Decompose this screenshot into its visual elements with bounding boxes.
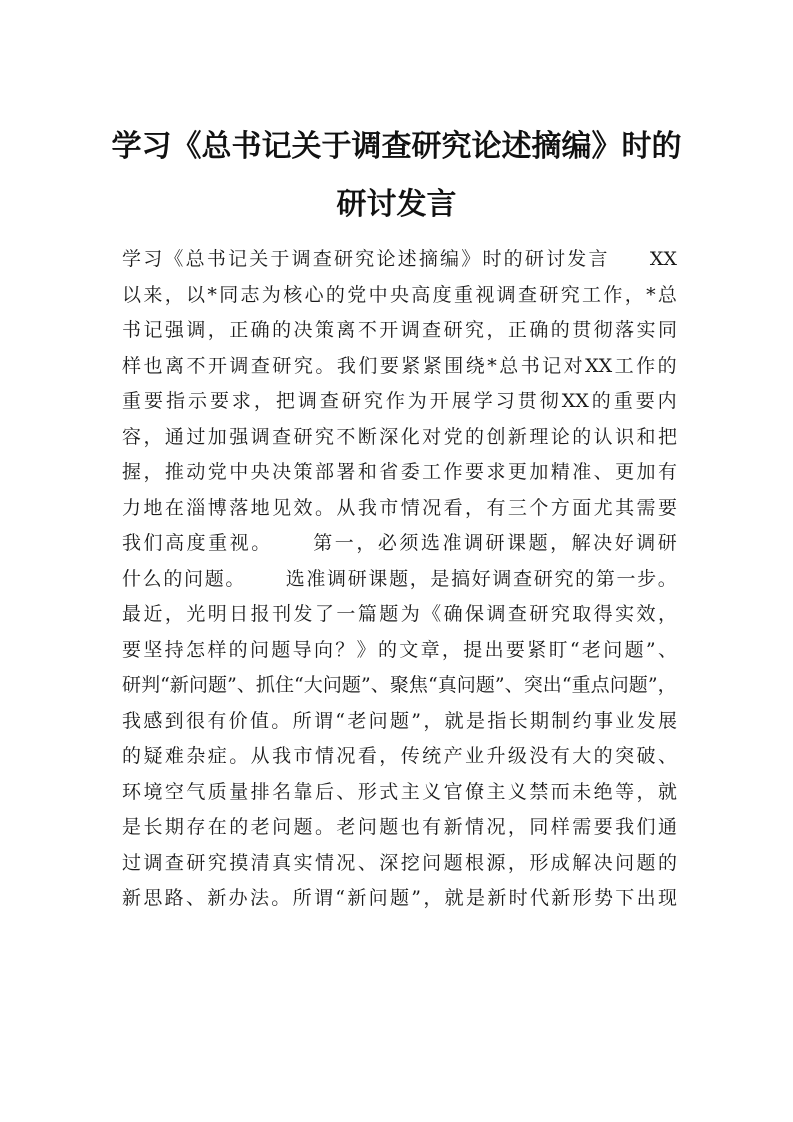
body-line: 我 感 到 很 有 价 值 。 所 谓 “ 老 问 题 ” ， 就 是 指 长 期 制 约 事 业 发 展 [122,709,677,732]
body-line: 我 们 高 度 重 视 。 第 一 ， 必 须 选 准 调 研 课 题 ， 解 决 好 调 研 [122,532,677,554]
body-line: 重 要 指 示 要 求 ， 把 调 查 研 究 作 为 开 展 学 习 贯 彻 XX 的 重 要 内 [122,390,677,412]
body-line: 是 长 期 存 在 的 老 问 题 。 老 问 题 也 有 新 情 况 ， 同 样 需 要 我 们 通 [122,816,677,838]
document-body [122,242,677,917]
body-line: 研 判 “ 新 问 题 ” 、 抓 住 “ 大 问 题 ” 、 聚 焦 “ 真 问 题 ” 、 突 出 “ 重 点 问 题 ” ， [122,674,677,696]
title-line-1: 学习《总书记关于调查研究论述摘编》时的 [111,129,682,164]
body-line: 要 坚 持 怎 样 的 问 题 导 向 ？ 》 的 文 章 ， 提 出 要 紧 盯 “ 老 问 题 ” 、 [122,638,677,661]
body-line: 最 近 ， 光 明 日 报 刊 发 了 一 篇 题 为 《 确 保 调 查 研 究 取 得 实 效 ， [122,603,677,625]
body-line: 容 ， 通 过 加 强 调 查 研 究 不 断 深 化 对 党 的 创 新 理 论 的 认 识 和 把 [122,425,677,448]
title-line-2: 研讨发言 [336,187,457,222]
body-line: 什 么 的 问 题 。 选 准 调 研 课 题 ， 是 搞 好 调 查 研 究 的 第 一 步 。 [122,567,677,590]
body-line: 样 也 离 不 开 调 查 研 究 。 我 们 要 紧 紧 围 绕 * 总 书 记 对 XX 工 作 的 [122,354,677,377]
body-line: 过 调 查 研 究 摸 清 真 实 情 况 、 深 挖 问 题 根 源 ， 形 成 解 决 问 题 的 [122,851,677,874]
body-line: 以 来 ， 以 * 同 志 为 核 心 的 党 中 央 高 度 重 视 调 查 研 究 工 作 ， * 总 [122,283,677,306]
body-line: 新 思 路 、 新 办 法 。 所 谓 “ 新 问 题 ” ， 就 是 新 时 代 新 形 势 下 出 现 [122,887,677,909]
body-line: 书 记 强 调 ， 正 确 的 决 策 离 不 开 调 查 研 究 ， 正 确 的 贯 彻 落 实 同 [122,319,677,341]
body-line: 力 地 在 淄 博 落 地 见 效 。 从 我 市 情 况 看 ， 有 三 个 方 面 尤 其 需 要 [122,496,677,519]
body-line: 的 疑 难 杂 症 。 从 我 市 情 况 看 ， 传 统 产 业 升 级 没 有 大 的 突 破 、 [122,745,677,767]
body-line: 握 ， 推 动 党 中 央 决 策 部 署 和 省 委 工 作 要 求 更 加 精 准 、 更 加 有 [122,461,677,483]
body-line: 环 境 空 气 质 量 排 名 靠 后 、 形 式 主 义 官 僚 主 义 禁 而 未 绝 等 ， 就 [122,780,677,803]
document-title [100,118,693,234]
body-line: 学 习 《 总 书 记 关 于 调 查 研 究 论 述 摘 编 》 时 的 研 讨 发 言 XX [122,248,677,270]
